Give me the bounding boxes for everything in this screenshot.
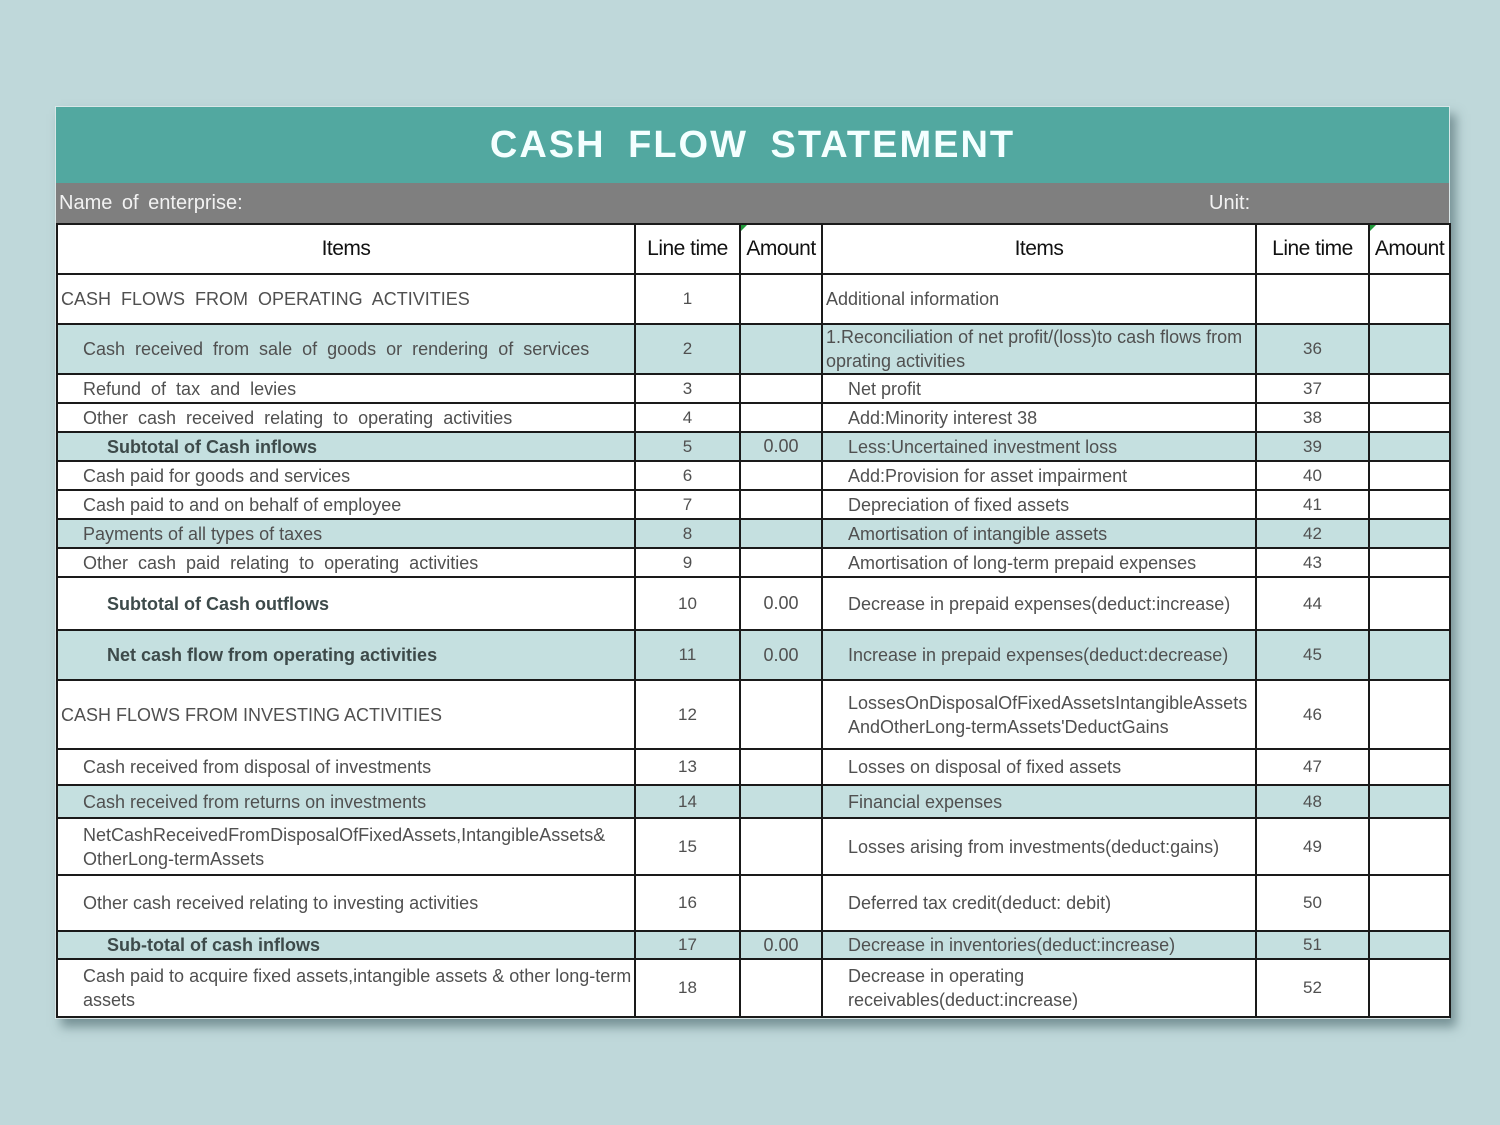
left-amount-cell[interactable] — [740, 490, 822, 519]
right-item-cell[interactable]: LossesOnDisposalOfFixedAssetsIntangibleAssetsAndOtherLong-termAssets'DeductGains — [822, 680, 1256, 749]
right-item-cell[interactable]: Losses arising from investments(deduct:gains) — [822, 818, 1256, 875]
header-row — [57, 224, 1450, 274]
right-item-cell[interactable]: Decrease in prepaid expenses(deduct:increase) — [822, 577, 1256, 630]
table-row — [57, 403, 1450, 432]
table-row — [57, 785, 1450, 818]
right-amount-cell[interactable] — [1369, 324, 1450, 374]
title-bar — [56, 107, 1449, 183]
left-amount-cell[interactable] — [740, 785, 822, 818]
left-line-cell[interactable]: 17 — [635, 931, 740, 959]
right-line-cell[interactable]: 51 — [1256, 931, 1369, 959]
table-row — [57, 490, 1450, 519]
right-line-cell[interactable]: 44 — [1256, 577, 1369, 630]
right-amount-cell[interactable] — [1369, 931, 1450, 959]
right-item-cell[interactable]: 1.Reconciliation of net profit/(loss)to cash flows from oprating activities — [822, 324, 1256, 374]
left-line-cell[interactable]: 18 — [635, 959, 740, 1017]
left-item-cell[interactable]: Subtotal of Cash inflows — [57, 432, 635, 461]
right-item-cell[interactable]: Decrease in operating receivables(deduct:increase) — [822, 959, 1256, 1017]
right-item-cell[interactable]: Decrease in inventories(deduct:increase) — [822, 931, 1256, 959]
header-right-line: Line time — [1256, 224, 1369, 274]
left-amount-cell[interactable] — [740, 461, 822, 490]
left-amount-cell[interactable] — [740, 818, 822, 875]
left-line-cell[interactable]: 9 — [635, 548, 740, 577]
left-line-cell[interactable]: 6 — [635, 461, 740, 490]
meta-bar — [56, 183, 1449, 223]
left-line-cell[interactable]: 15 — [635, 818, 740, 875]
table-row — [57, 749, 1450, 785]
right-amount-cell[interactable] — [1369, 818, 1450, 875]
right-item-cell[interactable]: Additional information — [822, 274, 1256, 324]
right-line-cell[interactable]: 52 — [1256, 959, 1369, 1017]
right-line-cell[interactable]: 46 — [1256, 680, 1369, 749]
right-line-cell[interactable]: 37 — [1256, 374, 1369, 403]
left-line-cell[interactable]: 10 — [635, 577, 740, 630]
table-row — [57, 959, 1450, 1017]
right-line-cell[interactable]: 36 — [1256, 324, 1369, 374]
left-line-cell[interactable]: 7 — [635, 490, 740, 519]
table-row — [57, 461, 1450, 490]
header-right-items: Items — [822, 224, 1256, 274]
left-item-cell[interactable]: Payments of all types of taxes — [57, 519, 635, 548]
right-amount-cell[interactable] — [1369, 959, 1450, 1017]
right-line-cell[interactable]: 38 — [1256, 403, 1369, 432]
table-row — [57, 519, 1450, 548]
left-amount-cell[interactable]: 0.00 — [740, 577, 822, 630]
right-line-cell[interactable]: 43 — [1256, 548, 1369, 577]
right-amount-cell[interactable] — [1369, 432, 1450, 461]
left-amount-cell[interactable] — [740, 548, 822, 577]
left-amount-cell[interactable]: 0.00 — [740, 630, 822, 680]
left-line-cell[interactable]: 14 — [635, 785, 740, 818]
right-item-cell[interactable]: Net profit — [822, 374, 1256, 403]
right-line-cell[interactable]: 45 — [1256, 630, 1369, 680]
comment-marker-icon — [741, 225, 747, 231]
right-line-cell[interactable]: 49 — [1256, 818, 1369, 875]
page-title: CASH FLOW STATEMENT — [489, 123, 1016, 166]
left-amount-cell[interactable] — [740, 403, 822, 432]
right-line-cell[interactable] — [1256, 274, 1369, 324]
left-amount-cell[interactable] — [740, 519, 822, 548]
right-item-cell[interactable]: Depreciation of fixed assets — [822, 490, 1256, 519]
left-line-cell[interactable]: 3 — [635, 374, 740, 403]
right-amount-cell[interactable] — [1369, 403, 1450, 432]
left-amount-cell[interactable] — [740, 680, 822, 749]
right-amount-cell[interactable] — [1369, 490, 1450, 519]
left-item-cell[interactable]: Sub-total of cash inflows — [57, 931, 635, 959]
left-item-cell[interactable]: Cash received from returns on investments — [57, 785, 635, 818]
left-amount-cell[interactable]: 0.00 — [740, 931, 822, 959]
table-row — [57, 818, 1450, 875]
table-row — [57, 680, 1450, 749]
left-amount-cell[interactable]: 0.00 — [740, 432, 822, 461]
right-item-cell[interactable]: Financial expenses — [822, 785, 1256, 818]
cash-flow-table — [56, 223, 1451, 1018]
right-item-cell[interactable]: Add:Minority interest 38 — [822, 403, 1256, 432]
right-item-cell[interactable]: Amortisation of long-term prepaid expenses — [822, 548, 1256, 577]
right-item-cell[interactable]: Less:Uncertained investment loss — [822, 432, 1256, 461]
header-right-amount: Amount — [1369, 224, 1450, 274]
header-left-line: Line time — [635, 224, 740, 274]
left-line-cell[interactable]: 1 — [635, 274, 740, 324]
right-line-cell[interactable]: 41 — [1256, 490, 1369, 519]
left-item-cell[interactable]: Subtotal of Cash outflows — [57, 577, 635, 630]
left-item-cell[interactable]: Other cash received relating to operating activities — [57, 403, 635, 432]
unit-label[interactable]: Unit: — [1209, 192, 1251, 214]
left-item-cell[interactable]: Cash paid for goods and services — [57, 461, 635, 490]
left-line-cell[interactable]: 11 — [635, 630, 740, 680]
table-row — [57, 931, 1450, 959]
right-item-cell[interactable]: Amortisation of intangible assets — [822, 519, 1256, 548]
right-item-cell[interactable]: Deferred tax credit(deduct: debit) — [822, 875, 1256, 931]
left-amount-cell[interactable] — [740, 875, 822, 931]
left-amount-cell[interactable] — [740, 749, 822, 785]
left-line-cell[interactable]: 12 — [635, 680, 740, 749]
left-item-cell[interactable]: Other cash paid relating to operating activities — [57, 548, 635, 577]
left-amount-cell[interactable] — [740, 324, 822, 374]
right-item-cell[interactable]: Losses on disposal of fixed assets — [822, 749, 1256, 785]
right-amount-cell[interactable] — [1369, 785, 1450, 818]
right-line-cell[interactable]: 42 — [1256, 519, 1369, 548]
right-line-cell[interactable]: 47 — [1256, 749, 1369, 785]
table-row — [57, 577, 1450, 630]
left-line-cell[interactable]: 2 — [635, 324, 740, 374]
left-line-cell[interactable]: 13 — [635, 749, 740, 785]
header-left-amount: Amount — [740, 224, 822, 274]
left-item-cell[interactable]: CASH FLOWS FROM OPERATING ACTIVITIES — [57, 274, 635, 324]
enterprise-name-label[interactable]: Name of enterprise: — [59, 192, 243, 214]
right-amount-cell[interactable] — [1369, 374, 1450, 403]
table-row — [57, 630, 1450, 680]
right-amount-cell[interactable] — [1369, 577, 1450, 630]
right-amount-cell[interactable] — [1369, 461, 1450, 490]
header-left-items: Items — [57, 224, 635, 274]
left-item-cell[interactable]: Cash paid to acquire fixed assets,intangible assets & other long-term assets — [57, 959, 635, 1017]
table-row — [57, 274, 1450, 324]
right-line-cell[interactable]: 48 — [1256, 785, 1369, 818]
left-item-cell[interactable]: CASH FLOWS FROM INVESTING ACTIVITIES — [57, 680, 635, 749]
table-row — [57, 432, 1450, 461]
right-amount-cell[interactable] — [1369, 875, 1450, 931]
left-item-cell[interactable]: NetCashReceivedFromDisposalOfFixedAssets,IntangibleAssets& OtherLong-termAssets — [57, 818, 635, 875]
right-item-cell[interactable]: Increase in prepaid expenses(deduct:decrease) — [822, 630, 1256, 680]
table-row — [57, 875, 1450, 931]
left-line-cell[interactable]: 8 — [635, 519, 740, 548]
right-line-cell[interactable]: 50 — [1256, 875, 1369, 931]
right-item-cell[interactable]: Add:Provision for asset impairment — [822, 461, 1256, 490]
right-line-cell[interactable]: 40 — [1256, 461, 1369, 490]
left-item-cell[interactable]: Cash received from disposal of investments — [57, 749, 635, 785]
right-amount-cell[interactable] — [1369, 630, 1450, 680]
left-item-cell[interactable]: Other cash received relating to investing activities — [57, 875, 635, 931]
right-amount-cell[interactable] — [1369, 749, 1450, 785]
left-item-cell[interactable]: Cash paid to and on behalf of employee — [57, 490, 635, 519]
comment-marker-icon — [1370, 225, 1376, 231]
left-line-cell[interactable]: 16 — [635, 875, 740, 931]
left-item-cell[interactable]: Refund of tax and levies — [57, 374, 635, 403]
table-row — [57, 324, 1450, 374]
right-amount-cell[interactable] — [1369, 519, 1450, 548]
left-line-cell[interactable]: 5 — [635, 432, 740, 461]
table-row — [57, 548, 1450, 577]
left-item-cell[interactable]: Cash received from sale of goods or rendering of services — [57, 324, 635, 374]
table-row — [57, 374, 1450, 403]
left-line-cell[interactable]: 4 — [635, 403, 740, 432]
left-amount-cell[interactable] — [740, 274, 822, 324]
left-amount-cell[interactable] — [740, 374, 822, 403]
left-amount-cell[interactable] — [740, 959, 822, 1017]
cash-flow-statement-sheet — [55, 106, 1450, 1019]
right-line-cell[interactable]: 39 — [1256, 432, 1369, 461]
right-amount-cell[interactable] — [1369, 548, 1450, 577]
left-item-cell[interactable]: Net cash flow from operating activities — [57, 630, 635, 680]
right-amount-cell[interactable] — [1369, 680, 1450, 749]
right-amount-cell[interactable] — [1369, 274, 1450, 324]
